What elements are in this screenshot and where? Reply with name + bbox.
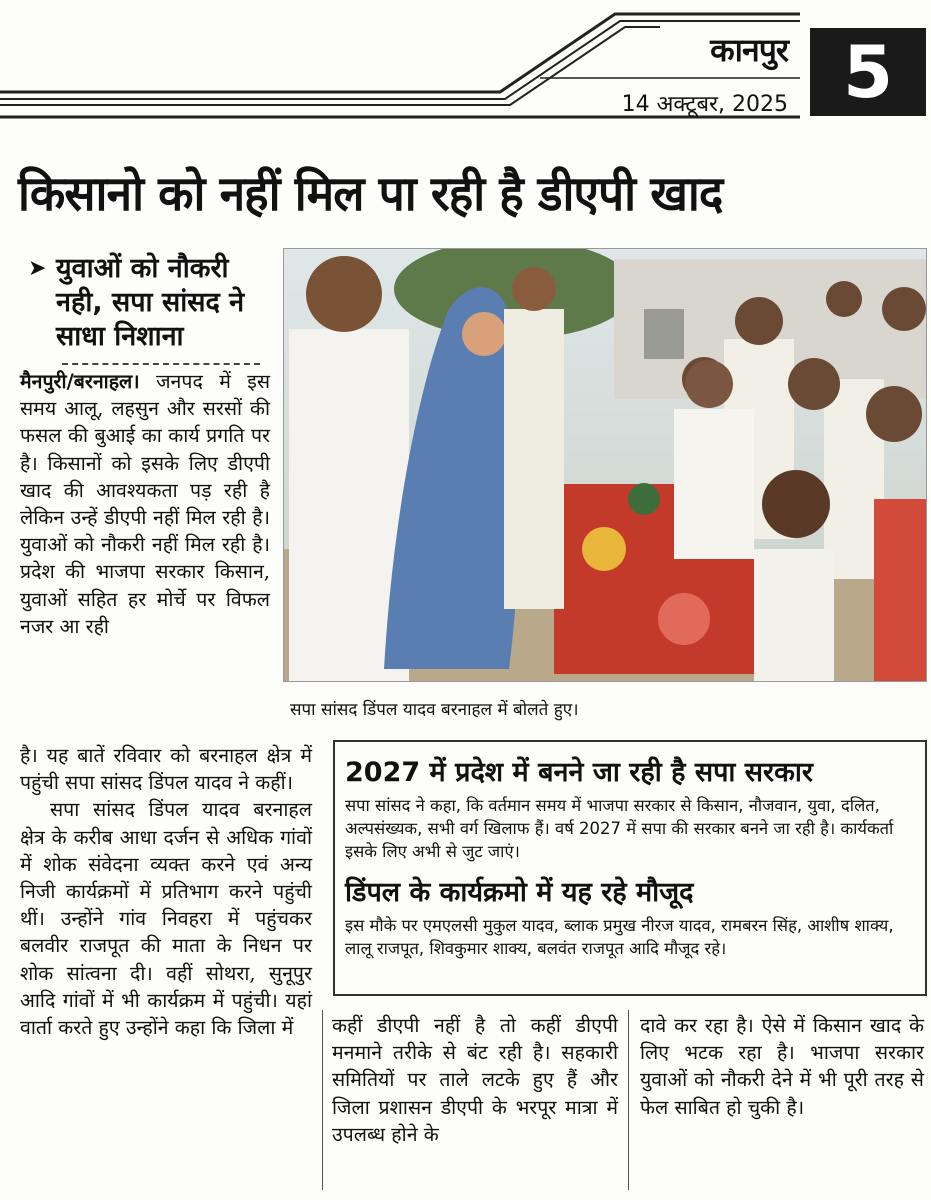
news-photo <box>283 248 927 682</box>
article-paragraph: जनपद में इस समय आलू, लहसुन और सरसों की फसल की बुआई का कार्य प्रगति पर है। किसानों को इसके लिए डीएपी खाद की आवश्यकता पड़ रही है लेकिन उन्हें डीएपी नहीं मिल रही है। युवाओं को नौकरी नहीं मिल रही है। प्रदेश की भाजपा सरकार किसान, युवाओं सहित हर मोर्चे पर विफल नजर आ रही <box>20 370 271 638</box>
masthead-rule <box>0 0 931 125</box>
article-paragraph: दावे कर रहा है। ऐसे में किसान खाद के लिए भटक रहा है। भाजपा सरकार युवाओं को नौकरी देने में भी पूरी तरह से फेल साबित हो चुकी है। <box>640 1014 924 1119</box>
edition-date: 14 अक्टूबर, 2025 <box>621 92 788 117</box>
chevron-right-icon: ➤ <box>28 256 47 281</box>
masthead <box>0 0 931 125</box>
article-column-2 <box>332 1012 618 1148</box>
box-text-2: इस मौके पर एमएलसी मुकुल यादव, ब्लाक प्रमुख नीरज यादव, रामबरन सिंह, आशीष शाक्य, लालू राजपूत, शिवकुमार शाक्य, बलवंत राजपूत आदि मौजूद रहे। <box>345 916 894 958</box>
photo-caption: सपा सांसद डिंपल यादव बरनाहल में बोलते हुए। <box>290 700 579 720</box>
article-column-3 <box>640 1012 924 1121</box>
divider <box>62 363 260 365</box>
box-heading-1: 2027 में प्रदेश में बनने जा रही है सपा सरकार <box>345 757 813 788</box>
article-paragraph: सपा सांसद डिंपल यादव बरनाहल क्षेत्र के करीब आधा दर्जन से अधिक गांवों में शोक संवेदना व्यक्त करने एवं अन्य निजी कार्यक्रमों में प्रतिभाग करने पहुंची थीं। उन्होंने गांव निवहरा में पहुंचकर बलवीर राजपूत की माता के निधन पर शोक सांत्वना दी। वहीं सोथरा, सुनूपुर आदि गांवों में भी कार्यक्रम में पहुंची। यहां वार्ता करते हुए उन्होंने कहा कि जिला में <box>20 798 312 1040</box>
boxed-story <box>333 740 927 996</box>
dateline: मैनपुरी/बरनाहल। <box>20 370 140 393</box>
article-paragraph: कहीं डीएपी नहीं है तो कहीं डीएपी मनमाने तरीके से बंट रही है। सहकारी समितियों पर ताले लटके हुए हैं और जिला प्रशासन डीएपी के भरपूर मात्रा में उपलब्ध होने के <box>332 1014 618 1146</box>
column-divider <box>628 1010 629 1190</box>
article-column-1-lower <box>20 742 312 1041</box>
subheadline-text: युवाओं को नौकरी नही, सपा सांसद ने साधा निशाना <box>56 253 245 352</box>
column-divider <box>322 1010 323 1190</box>
subheadline <box>28 252 273 354</box>
box-heading-2: डिंपल के कार्यक्रमो में यह रहे मौजूद <box>345 877 694 908</box>
article-paragraph: है। यह बातें रविवार को बरनाहल क्षेत्र में पहुंची सपा सांसद डिंपल यादव ने कहीं। <box>20 744 312 795</box>
article-column-1-upper <box>20 368 270 640</box>
page-number: 5 <box>810 28 926 116</box>
headline: किसानो को नहीं मिल पा रही है डीएपी खाद <box>18 166 723 222</box>
edition-city: कानपुर <box>710 31 788 69</box>
box-text-1: सपा सांसद ने कहा, कि वर्तमान समय में भाजपा सरकार से किसान, नौजवान, युवा, दलित, अल्पसंख्यक, सभी वर्ग खिलाफ हैं। वर्ष 2027 में सपा की सरकार बनने जा रही है। कार्यकर्ता इसके लिए अभी से जुट जाएं। <box>345 796 894 861</box>
